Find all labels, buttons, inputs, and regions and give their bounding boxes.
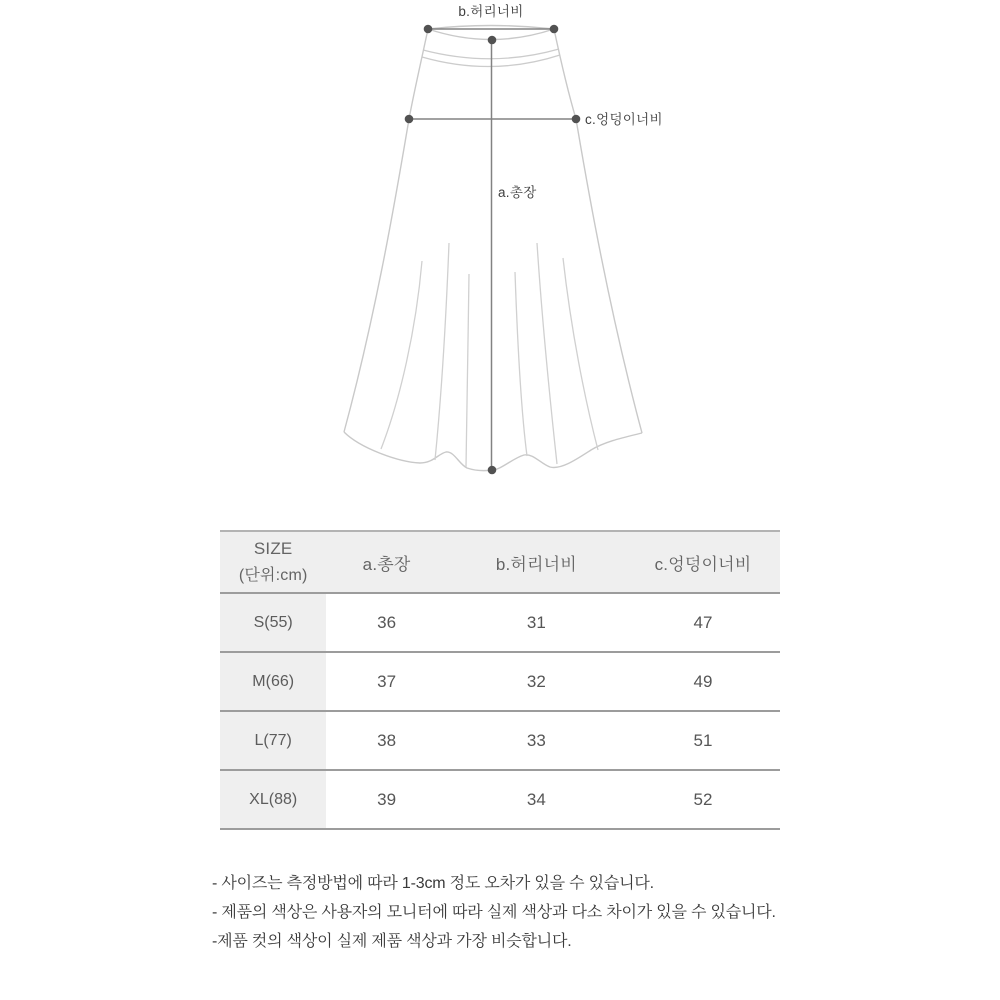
monitor-color-note: - 제품의 색상은 사용자의 모니터에 따라 실제 색상과 다소 차이가 있을 수 있습니다. [212,904,776,921]
waist-width-label: b.허리너비 [458,4,524,19]
size-header-title: SIZE [253,539,293,558]
size-cell: M(66) [220,652,326,711]
notes-section [212,869,776,956]
waist-value: 33 [447,711,626,770]
skirt-fold-line [537,243,557,464]
skirt-fold-line [435,243,449,460]
length-value: 37 [326,652,446,711]
skirt-fold-line [466,274,469,467]
skirt-fold-line [515,272,527,456]
length-value: 38 [326,711,446,770]
table-row-m [220,652,780,711]
product-cut-color-note: -제품 컷의 색상이 실제 제품 색상과 가장 비슷합니다. [212,933,572,950]
skirt-fold-line [381,261,422,449]
skirt-hem [344,432,642,471]
column-header-waist: b.허리너비 [447,531,626,593]
size-cell: XL(88) [220,770,326,829]
hip-value: 51 [626,711,780,770]
table-row-xl [220,770,780,829]
measure-dot [405,115,414,124]
column-header-hip: c.엉덩이너비 [626,531,780,593]
measure-dot [572,115,581,124]
size-table-header-row [220,531,780,593]
size-header-cell [220,531,326,593]
table-row-s [220,593,780,652]
length-value: 39 [326,770,446,829]
measure-dot [550,25,559,34]
hip-width-label: c.엉덩이너비 [585,112,663,127]
skirt-left-seam [344,29,428,432]
skirt-right-seam [554,29,642,433]
table-row-l [220,711,780,770]
size-table [220,530,780,830]
size-cell: S(55) [220,593,326,652]
length-value: 36 [326,593,446,652]
size-tolerance-note: - 사이즈는 측정방법에 따라 1-3cm 정도 오차가 있을 수 있습니다. [212,875,654,892]
waist-value: 32 [447,652,626,711]
waist-value: 34 [447,770,626,829]
measure-dot [488,466,497,475]
measure-dot [488,36,497,45]
hip-value: 52 [626,770,780,829]
size-header-unit: (단위:cm) [238,567,308,584]
hip-value: 49 [626,652,780,711]
waist-value: 31 [447,593,626,652]
column-header-length: a.총장 [326,531,446,593]
size-cell: L(77) [220,711,326,770]
skirt-fold-line [563,258,598,450]
measure-dot [424,25,433,34]
hip-value: 47 [626,593,780,652]
length-label: a.총장 [498,185,537,200]
